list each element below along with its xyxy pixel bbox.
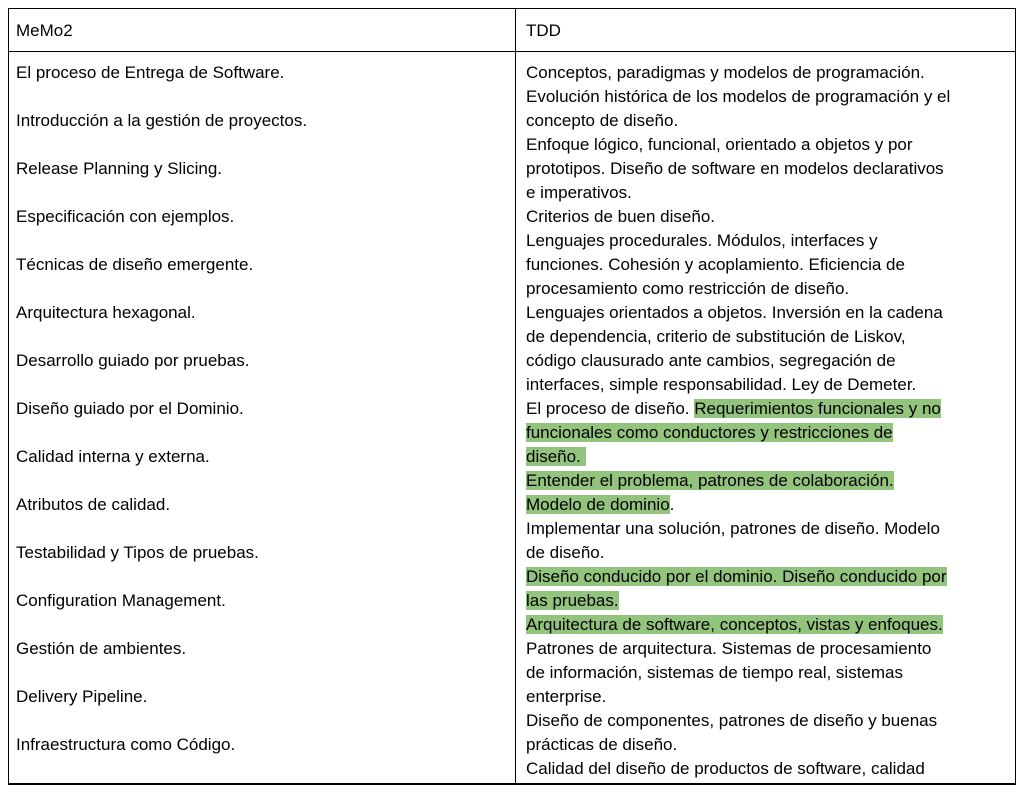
table-body-row [9,52,1015,783]
tdd-topic-line [526,157,1005,181]
memo2-topic: Técnicas de diseño emergente. [16,255,254,274]
memo2-topic: Diseño guiado por el Dominio. [16,399,244,418]
tdd-topic-line [526,277,1005,301]
memo2-topic: Introducción a la gestión de proyectos. [16,111,308,130]
text-segment: . [669,495,675,514]
text-segment: de dependencia, criterio de substitución de Liskov, [526,327,906,346]
tdd-topic-line [526,301,1005,325]
memo2-topic: El proceso de Entrega de Software. [16,63,285,82]
memo2-topic: Calidad interna y externa. [16,447,210,466]
highlighted-text: Modelo de dominio [526,495,670,514]
tdd-topic-line [526,397,1005,421]
tdd-topic-line [526,445,1005,469]
tdd-topic-line [526,181,1005,205]
text-segment: Conceptos, paradigmas y modelos de programación. [526,63,925,82]
text-segment: de información, sistemas de tiempo real, sistemas [526,663,903,682]
text-segment: Patrones de arquitectura. Sistemas de procesamiento [526,639,932,658]
tdd-topic-line [526,733,1005,757]
memo2-topic: Especificación con ejemplos. [16,207,235,226]
text-segment: prototipos. Diseño de software en modelos declarativos [526,159,944,178]
text-segment: Criterios de buen diseño. [526,207,716,226]
text-segment: funciones. Cohesión y acoplamiento. Eficiencia de [526,255,905,274]
tdd-topic-line [526,565,1005,589]
text-segment: e imperativos. [526,183,632,202]
memo2-topic: Desarrollo guiado por pruebas. [16,351,250,370]
tdd-topic-line [526,469,1005,493]
memo2-topic: Gestión de ambientes. [16,639,187,658]
highlighted-text: Entender el problema, patrones de colaboración. [526,471,894,490]
table-header-row [9,9,1015,52]
memo2-header-cell: MeMo2 [16,21,73,40]
tdd-topic-line [526,661,1005,685]
tdd-topic-line [526,61,1005,85]
tdd-topic-line [526,589,1005,613]
text-segment: concepto de diseño. [526,111,679,130]
tdd-topic-line [526,205,1005,229]
highlighted-text: Arquitectura de software, conceptos, vistas y enfoques. [526,615,943,634]
text-segment: Evolución histórica de los modelos de programación y el [526,87,951,106]
highlighted-text: Requerimientos funcionales y no [694,399,941,418]
memo2-topic: Arquitectura hexagonal. [16,303,196,322]
memo2-topic: Infraestructura como Código. [16,735,236,754]
tdd-topic-line [526,253,1005,277]
highlighted-text: Diseño conducido por el dominio. Diseño conducido por [526,567,947,586]
tdd-header-cell: TDD [515,9,1015,51]
memo2-topic: Delivery Pipeline. [16,687,148,706]
memo2-topic: Configuration Management. [16,591,226,610]
text-segment: procesamiento como restricción de diseño. [526,279,850,298]
highlighted-text: funcionales como conductores y restricciones de [526,423,893,442]
text-segment: enterprise. [526,687,607,706]
text-segment: de diseño. [526,543,605,562]
tdd-topic-line [526,349,1005,373]
tdd-topic-line [526,229,1005,253]
course-comparison-table [8,8,1016,785]
tdd-topic-line [526,421,1005,445]
text-segment: El proceso de diseño. [526,399,695,418]
tdd-topic-line [526,757,1005,781]
tdd-topic-line [526,517,1005,541]
tdd-topic-line [526,373,1005,397]
text-segment: Calidad del diseño de productos de software, calidad [526,759,925,778]
highlighted-text: las pruebas. [526,591,619,610]
text-segment: prácticas de diseño. [526,735,678,754]
tdd-topic-line [526,613,1005,637]
memo2-topic: Atributos de calidad. [16,495,171,514]
tdd-topics-cell [515,52,1015,783]
tdd-topic-line [526,709,1005,733]
tdd-topic-line [526,541,1005,565]
memo2-topic: Testabilidad y Tipos de pruebas. [16,543,259,562]
tdd-topic-line [526,109,1005,133]
tdd-topic-line [526,493,1005,517]
text-segment: Diseño de componentes, patrones de diseño y buenas [526,711,938,730]
text-segment: Lenguajes procedurales. Módulos, interfaces y [526,231,878,250]
memo2-topics-cell [9,52,515,783]
tdd-topic-line [526,133,1005,157]
tdd-topic-line [526,85,1005,109]
highlighted-text: diseño. [526,447,586,466]
text-segment: código clausurado ante cambios, segregación de [526,351,896,370]
text-segment: Lenguajes orientados a objetos. Inversión en la cadena [526,303,943,322]
tdd-topic-line [526,637,1005,661]
text-segment: interfaces, simple responsabilidad. Ley de Demeter. [526,375,917,394]
text-segment: Enfoque lógico, funcional, orientado a objetos y por [526,135,913,154]
text-segment: Implementar una solución, patrones de diseño. Modelo [526,519,940,538]
tdd-topic-line [526,325,1005,349]
memo2-topic: Release Planning y Slicing. [16,159,223,178]
tdd-topic-line [526,685,1005,709]
